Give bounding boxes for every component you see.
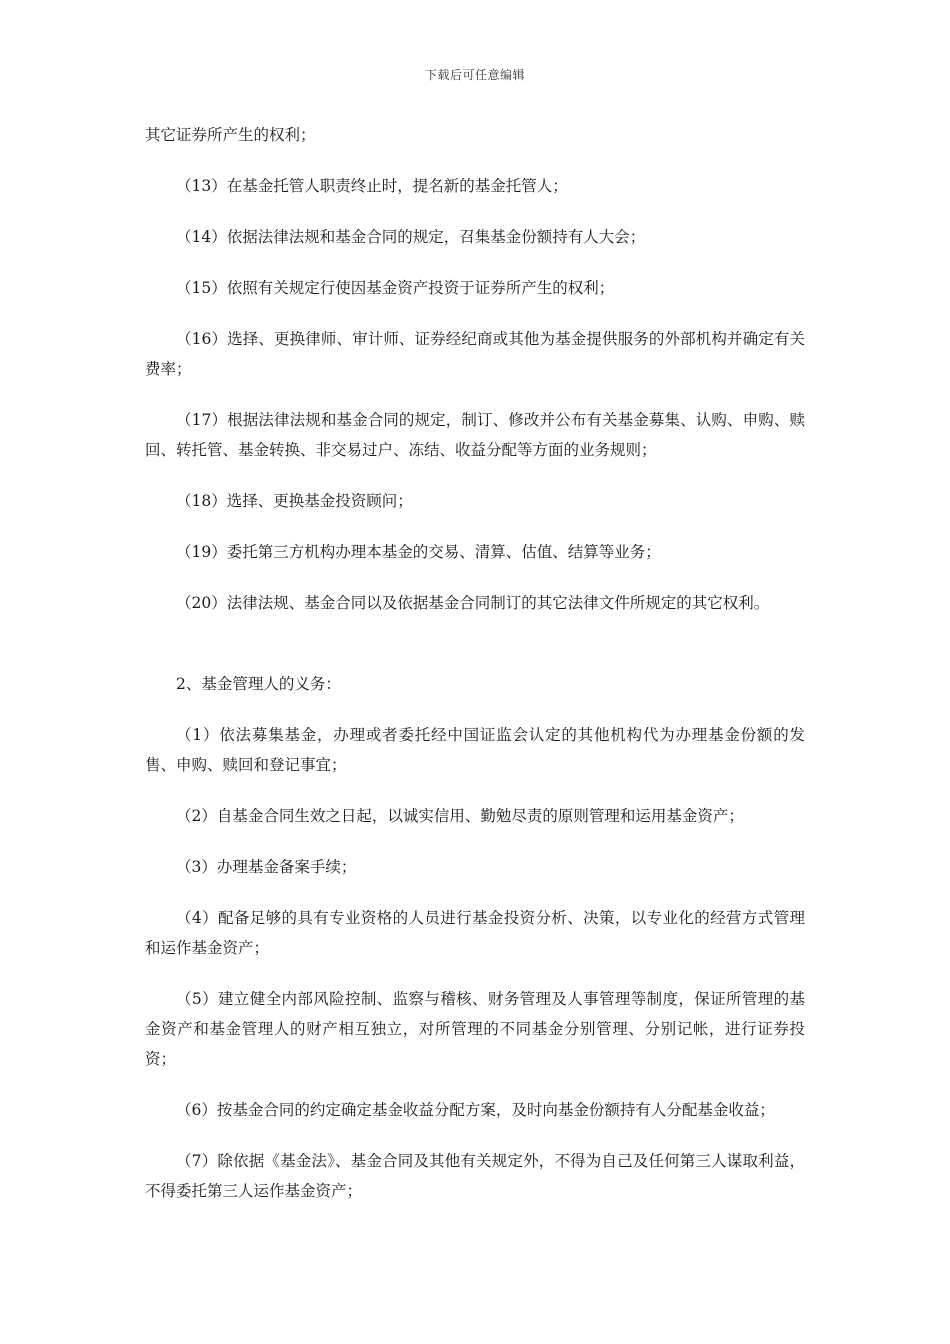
list-item-duty-7: （7）除依据《基金法》、基金合同及其他有关规定外，不得为自己及任何第三人谋取利益，不得委托第三人运作基金资产； xyxy=(145,1152,805,1200)
list-item-right-19: （19）委托第三方机构办理本基金的交易、清算、估值、结算等业务； xyxy=(176,543,661,561)
document-body xyxy=(145,120,805,1206)
list-item-duty-6: （6）按基金合同的约定确定基金收益分配方案，及时向基金份额持有人分配基金收益； xyxy=(176,1101,775,1119)
list-item-right-18: （18）选择、更换基金投资顾问； xyxy=(176,492,413,510)
list-item-duty-4: （4）配备足够的具有专业资格的人员进行基金投资分析、决策，以专业化的经营方式管理和运作基金资产； xyxy=(145,909,805,957)
continuation-text: 其它证券所产生的权利； xyxy=(145,126,316,144)
list-item-duty-1: （1）依法募集基金，办理或者委托经中国证监会认定的其他机构代为办理基金份额的发售、申购、赎回和登记事宜； xyxy=(145,726,805,774)
list-item-right-17: （17）根据法律法规和基金合同的规定，制订、修改并公布有关基金募集、认购、申购、赎回、转托管、基金转换、非交易过户、冻结、收益分配等方面的业务规则； xyxy=(145,411,805,459)
list-item-right-15: （15）依照有关规定行使因基金资产投资于证券所产生的权利； xyxy=(176,279,615,297)
page-header-note: 下载后可任意编辑 xyxy=(424,68,525,82)
list-item-duty-5: （5）建立健全内部风险控制、监察与稽核、财务管理及人事管理等制度，保证所管理的基金资产和基金管理人的财产相互独立，对所管理的不同基金分别管理、分别记帐，进行证券投资； xyxy=(145,990,805,1068)
section-title: 2、基金管理人的义务： xyxy=(176,675,341,693)
list-item-duty-2: （2）自基金合同生效之日起，以诚实信用、勤勉尽责的原则管理和运用基金资产； xyxy=(176,807,744,825)
list-item-duty-3: （3）办理基金备案手续； xyxy=(176,858,357,876)
list-item-right-13: （13）在基金托管人职责终止时，提名新的基金托管人； xyxy=(176,177,568,195)
list-item-right-14: （14）依据法律法规和基金合同的规定，召集基金份额持有人大会； xyxy=(176,228,646,246)
list-item-right-20: （20）法律法规、基金合同以及依据基金合同制订的其它法律文件所规定的其它权利。 xyxy=(176,594,770,612)
list-item-right-16: （16）选择、更换律师、审计师、证券经纪商或其他为基金提供服务的外部机构并确定有关费率； xyxy=(145,330,805,378)
